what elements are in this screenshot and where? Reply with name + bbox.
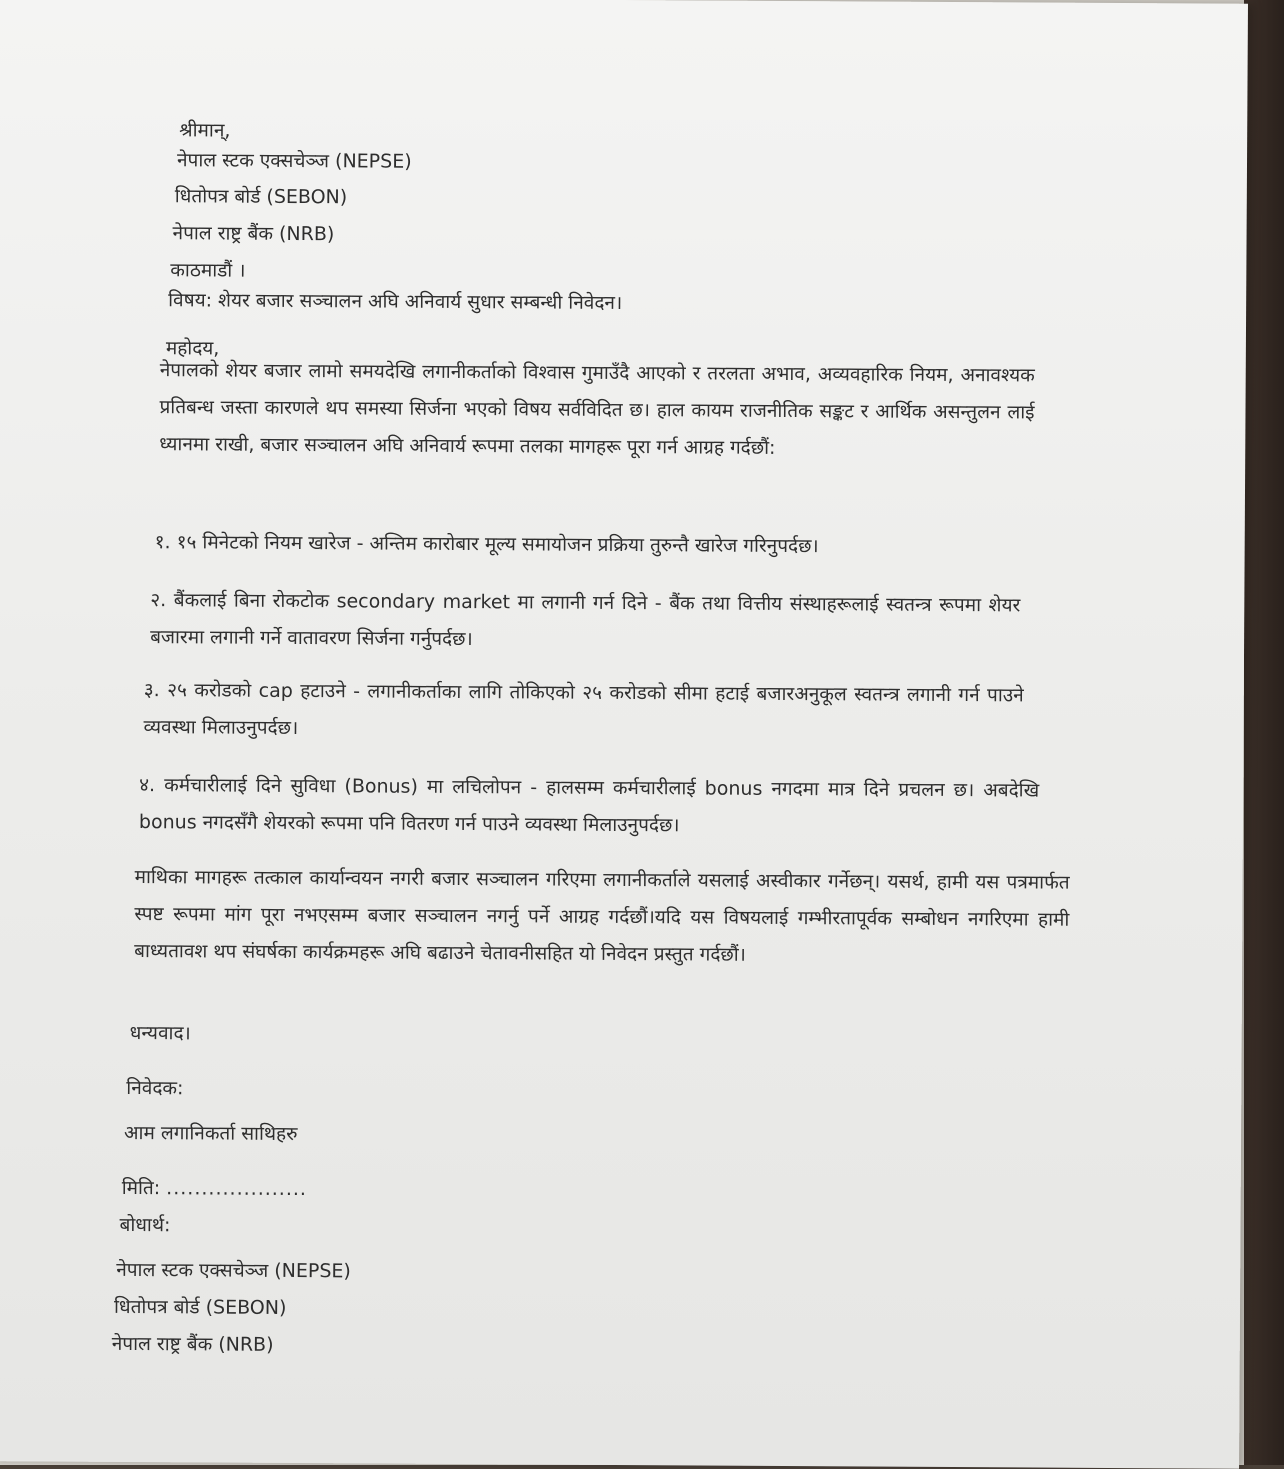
cc-label: बोधार्थ: bbox=[119, 1213, 171, 1237]
addressee-nepse: नेपाल स्टक एक्सचेञ्ज (NEPSE) bbox=[176, 149, 412, 173]
closing-paragraph: माथिका मागहरू तत्काल कार्यान्वयन नगरी बजार सञ्चालन गरिएमा लगानीकर्ताले यसलाई अस्वीकार गर्नेछन्। यसर्थ, हामी यस पत्रमार्फत स्पष्ट रूपमा मांग पूरा नभएसम्म बजार सञ्चालन नगर्नु पर्ने आग्रह गर्दछौं।यदि यस विषयलाई गम्भीरतापूर्वक सम्बोधन नगरिएमा हामी बाध्यतावश थप संघर्षका कार्यक्रमहरू अघि बढाउने चेतावनीसहित यो निवेदन प्रस्तुत गर्दछौं। bbox=[134, 866, 1070, 966]
addressee-sebon: धितोपत्र बोर्ड (SEBON) bbox=[174, 185, 348, 209]
greeting: महोदय, bbox=[165, 337, 220, 360]
demand-item-2: २. बैंकलाई बिना रोकटोक secondary market मा लगानी गर्न दिने - बैंक तथा वित्तीय संस्थाहरूलाई स्वतन्त्र रूपमा शेयर बजारमा लगानी गर्ने वातावरण सिर्जना गर्नुपर्दछ। bbox=[150, 589, 1021, 651]
table-edge bbox=[1244, 0, 1284, 1465]
demand-item-1: १. १५ मिनेटको नियम खारेज - अन्तिम कारोबार मूल्य समायोजन प्रक्रिया तुरुन्तै खारेज गरिनुपर्दछ। bbox=[154, 531, 819, 558]
salutation: श्रीमान्, bbox=[179, 119, 231, 142]
applicant-label: निवेदक: bbox=[126, 1076, 184, 1100]
subject-line: विषय: शेयर बजार सञ्चालन अघि अनिवार्य सुधार सम्बन्धी निवेदन। bbox=[168, 289, 623, 314]
thanks: धन्यवाद। bbox=[129, 1021, 191, 1045]
cc-sebon: धितोपत्र बोर्ड (SEBON) bbox=[113, 1295, 287, 1319]
date-label: मिति: bbox=[121, 1176, 161, 1200]
intro-paragraph: नेपालको शेयर बजार लामो समयदेखि लगानीकर्ताको विश्वास गुमाउँदै आएको र तरलता अभाव, अव्यवहारिक नियम, अनावश्यक प्रतिबन्ध जस्ता कारणले थप समस्या सिर्जना भएको विषय सर्वविदित छ। हाल कायम राजनीतिक सङ्कट र आर्थिक असन्तुलन लाई ध्यानमा राखी, बजार सञ्चालन अघि अनिवार्य रूपमा तलका मागहरू पूरा गर्न आग्रह गर्दछौं: bbox=[159, 359, 1035, 459]
demand-item-3: ३. २५ करोडको cap हटाउने - लगानीकर्ताका लागि तोकिएको २५ करोडको सीमा हटाई बजारअनुकूल स्वतन्त्र लगानी गर्न पाउने व्यवस्था मिलाउनुपर्दछ। bbox=[143, 679, 1024, 740]
demand-item-4: ४. कर्मचारीलाई दिने सुविधा (Bonus) मा लचिलोपन - हालसम्म कर्मचारीलाई bonus नगदमा मात्र दिने प्रचलन छ। अबदेखि bonus नगदसँगै शेयरको रूपमा पनि वितरण गर्न पाउने व्यवस्था मिलाउनुपर्दछ। bbox=[138, 774, 1040, 837]
addressee-nrb: नेपाल राष्ट्र बैंक (NRB) bbox=[172, 222, 335, 246]
date-value: .................... bbox=[166, 1177, 308, 1201]
cc-nrb: नेपाल राष्ट्र बैंक (NRB) bbox=[111, 1332, 274, 1356]
cc-nepse: नेपाल स्टक एक्सचेञ्ज (NEPSE) bbox=[116, 1258, 351, 1283]
applicant-name: आम लगानिकर्ता साथिहरु bbox=[124, 1121, 298, 1146]
addressee-city: काठमाडौं । bbox=[170, 259, 246, 282]
date-row bbox=[122, 1175, 307, 1202]
